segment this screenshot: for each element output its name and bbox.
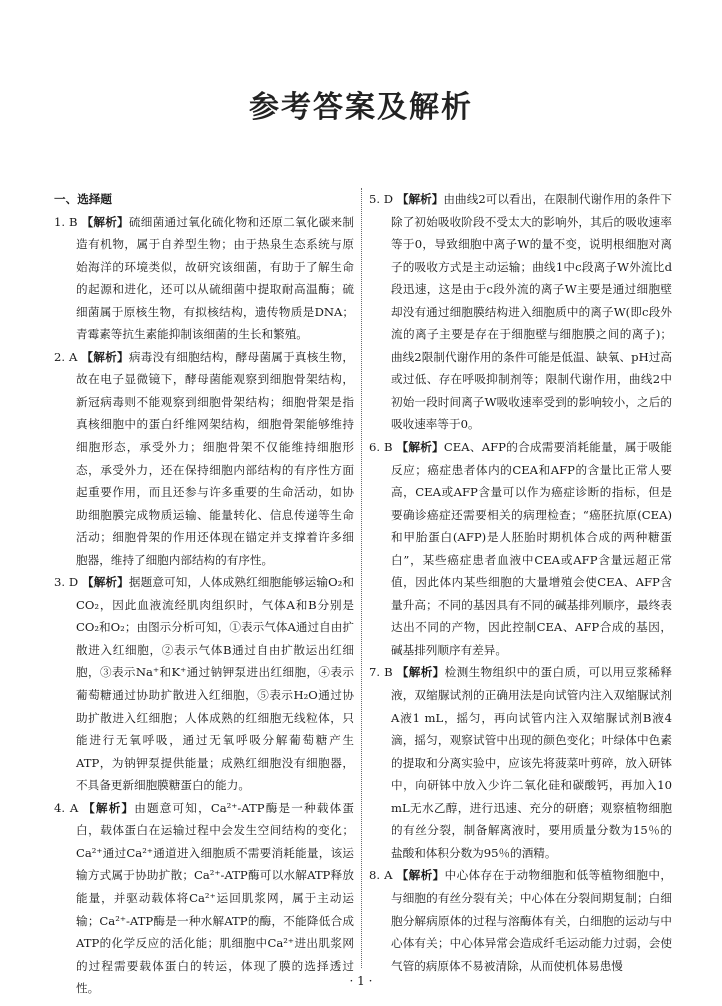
answer-number: 2. A xyxy=(54,349,82,364)
analysis-text: 硫细菌通过氧化硫化物和还原二氧化碳来制造有机物，属于自养型生物；由于热泉生态系统与原始海洋的环境类似，故研究该细菌，有助于了解生命的起源和进化，还可以从硫细菌中提取耐高温酶；硫细菌属于原核生物，有拟核结构，遗传物质是DNA；青霉素等抗生素能抑制该细菌的生长和繁殖。 xyxy=(76,214,354,342)
answer-number: 8. A xyxy=(369,868,397,883)
page-number: · 1 · xyxy=(349,974,373,988)
answer-number: 3. D xyxy=(54,575,82,590)
answer-item xyxy=(369,661,672,864)
analysis-tag: 【解析】 xyxy=(396,868,445,883)
answer-item xyxy=(369,864,672,977)
analysis-text: CEA、AFP的合成需要消耗能量，属于吸能反应；癌症患者体内的CEA和AFP的含量比正常人要高，CEA或AFP含量可以作为癌症诊断的指标，但是要确诊癌症还需要相关的病理检查；“癌胚抗原(CEA)和甲胎蛋白(AFP)是人胚胎时期机体合成的两种糖蛋白”，某些癌症患者血液中CEA或AFP含量远超正常值，因此体内某些细胞的大量增殖会使CEA、AFP含量升高；不同的基因具有不同的碱基排列顺序，最终表达出不同的产物，因此控制CEA、AFP合成的基因，碱基排列顺序有差异。 xyxy=(391,440,672,657)
answer-item xyxy=(54,346,354,571)
column-divider xyxy=(361,188,362,968)
left-column xyxy=(54,188,354,1000)
answer-item xyxy=(54,797,354,1000)
analysis-tag: 【解析】 xyxy=(396,192,444,206)
page-title: 参考答案及解析 xyxy=(249,90,473,125)
analysis-text: 由曲线2可以看出，在限制代谢作用的条件下除了初始吸收阶段不受太大的影响外，其后的吸收速率等于0，导致细胞中离子W的量不变，说明根细胞对离子的吸收方式是主动运输；曲线1中c段离子W外流比d段迅速，这是由于c段外流的离子W主要是通过细胞壁却没有通过细胞膜结构进入细胞质中的离子W(即c段外流的离子主要是存在于细胞壁与细胞膜之间的离子)；曲线2限制代谢作用的条件可能是低温、缺氧、pH过高或过低、存在呼吸抑制剂等；限制代谢作用，曲线2中初始一段时间离子W吸收速率受到的影响较小，之后的吸收速率等于0。 xyxy=(391,192,672,432)
analysis-text: 检测生物组织中的蛋白质，可以用豆浆稀释液，双缩脲试剂的正确用法是向试管内注入双缩脲试剂A液1 mL，摇匀，再向试管内注入双缩脲试剂B液4滴，摇匀，观察试管中出现的颜色变化；叶绿体中色素的提取和分离实验中，应该先将菠菜叶剪碎，放入研钵中，向研钵中放入少许二氧化硅和碳酸钙，再加入10 mL无水乙醇，进行迅速、充分的研磨；观察植物细胞的有丝分裂，制备解离液时，要用质量分数为15％的盐酸和体积分数为95％的酒精。 xyxy=(391,665,672,860)
analysis-tag: 【解析】 xyxy=(81,214,129,229)
right-column xyxy=(369,188,672,977)
answer-item xyxy=(369,188,672,436)
answer-item xyxy=(54,211,354,346)
analysis-text: 据题意可知，人体成熟红细胞能够运输O₂和CO₂，因此血液流经肌肉组织时，气体A和B分别是CO₂和O₂；由图示分析可知，①表示气体A通过自由扩散进入红细胞，②表示气体B通过自由扩散运出红细胞，③表示Na⁺和K⁺通过钠钾泵进出红细胞，④表示葡萄糖通过协助扩散进入红细胞，⑤表示H₂O通过协助扩散进入红细胞；人体成熟的红细胞无线粒体，只能进行无氧呼吸，通过无氧呼吸分解葡萄糖产生ATP，为钠钾泵提供能量；成熟红细胞没有细胞器，不具备更新细胞膜糖蛋白的能力。 xyxy=(76,575,354,793)
analysis-text: 中心体存在于动物细胞和低等植物细胞中，与细胞的有丝分裂有关；中心体在分裂间期复制；白细胞分解病原体的过程与溶酶体有关，白细胞的运动与中心体有关；中心体异常会造成纤毛运动能力过弱，会使气管的病原体不易被清除，从而使机体易患慢 xyxy=(391,868,672,973)
answer-number: 4. A xyxy=(54,800,84,815)
answer-number: 7. B xyxy=(369,665,397,680)
analysis-tag: 【解析】 xyxy=(83,800,135,815)
analysis-tag: 【解析】 xyxy=(81,349,129,364)
section-heading: 一、选择题 xyxy=(54,192,112,206)
analysis-text: 病毒没有细胞结构，酵母菌属于真核生物，故在电子显微镜下，酵母菌能观察到细胞骨架结构，新冠病毒则不能观察到细胞骨架结构；细胞骨架是指真核细胞中的蛋白纤维网架结构，细胞骨架能够维持细胞形态，承受外力；细胞骨架不仅能维持细胞形态，承受外力，还在保持细胞内部结构的有序性方面起重要作用，而且还参与许多重要的生命活动，如协助细胞膜完成物质运输、能量转化、信息传递等生命活动；细胞骨架的作用还体现在锚定并支撑着许多细胞器，维持了细胞内部结构的有序性。 xyxy=(76,349,354,567)
analysis-tag: 【解析】 xyxy=(396,665,445,680)
answer-item xyxy=(54,571,354,796)
analysis-text: 由题意可知，Ca²⁺-ATP酶是一种载体蛋白，载体蛋白在运输过程中会发生空间结构的变化；Ca²⁺通过Ca²⁺通道进入细胞质不需要消耗能量，该运输方式属于协助扩散；Ca²⁺-ATP酶可以水解ATP释放能量，并驱动载体将Ca²⁺运回肌浆网，属于主动运输；Ca²⁺-ATP酶是一种水解ATP的酶，不能降低合成ATP的化学反应的活化能；肌细胞中Ca²⁺进出肌浆网的过程需要载体蛋白的转运，体现了膜的选择透过性。 xyxy=(76,800,354,996)
answer-item xyxy=(369,436,672,661)
answer-number: 5. D xyxy=(369,192,397,206)
answer-number: 6. B xyxy=(369,440,397,455)
analysis-tag: 【解析】 xyxy=(81,575,129,590)
analysis-tag: 【解析】 xyxy=(396,440,444,455)
answer-number: 1. B xyxy=(54,214,82,229)
